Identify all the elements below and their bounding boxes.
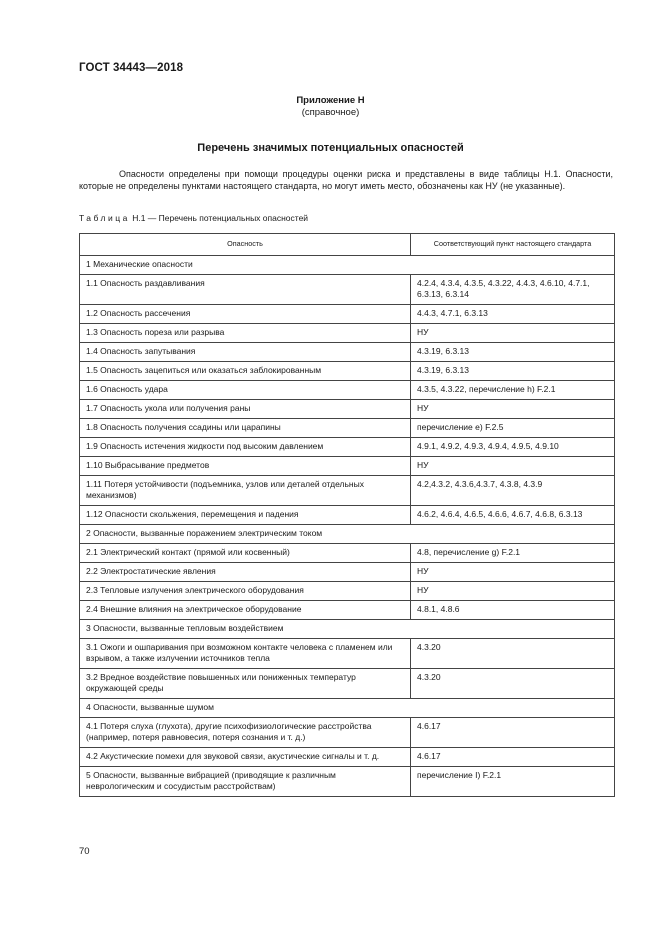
table-row — [80, 438, 615, 457]
clause-cell: 4.9.1, 4.9.2, 4.9.3, 4.9.4, 4.9.5, 4.9.10 — [411, 438, 615, 457]
table-row — [80, 343, 615, 362]
table-row — [80, 506, 615, 525]
table-row — [80, 457, 615, 476]
table-group-row — [80, 525, 615, 544]
hazard-cell: 2.4 Внешние влияния на электрическое оборудование — [80, 601, 411, 620]
table-row — [80, 476, 615, 506]
table-row — [80, 419, 615, 438]
clause-cell: 4.8, перечисление g) F.2.1 — [411, 544, 615, 563]
table-row — [80, 305, 615, 324]
clause-cell: 4.3.19, 6.3.13 — [411, 343, 615, 362]
table-row — [80, 362, 615, 381]
clause-cell: перечисление I) F.2.1 — [411, 767, 615, 797]
table-row — [80, 400, 615, 419]
hazard-cell: 2.1 Электрический контакт (прямой или косвенный) — [80, 544, 411, 563]
table-row — [80, 601, 615, 620]
table-row — [80, 563, 615, 582]
appendix-subtitle: (справочное) — [301, 107, 360, 118]
hazard-cell: 5 Опасности, вызванные вибрацией (приводящие к различным неврологическим и сосудистым расстройствам) — [80, 767, 411, 797]
clause-cell: НУ — [411, 582, 615, 601]
table-caption-prefix: Таблица — [79, 213, 130, 223]
table-row — [80, 324, 615, 343]
clause-cell: НУ — [411, 457, 615, 476]
clause-cell: 4.6.2, 4.6.4, 4.6.5, 4.6.6, 4.6.7, 4.6.8, 6.3.13 — [411, 506, 615, 525]
standard-designation: ГОСТ 34443—2018 — [79, 62, 184, 74]
clause-cell: 4.6.17 — [411, 748, 615, 767]
hazard-cell: 1.6 Опасность удара — [80, 381, 411, 400]
table-group-row — [80, 256, 615, 275]
table-row — [80, 669, 615, 699]
intro-paragraph: Опасности определены при помощи процедуры оценки риска и представлены в виде таблицы Н.1. Опасности, которые не определены пунктами настоящего стандарта, но могут иметь место, обозначены как НУ (не указанные). — [79, 169, 613, 192]
header-clause: Соответствующий пункт настоящего стандарта — [411, 234, 615, 256]
clause-cell: НУ — [411, 563, 615, 582]
clause-cell: 4.3.20 — [411, 669, 615, 699]
table-caption — [79, 213, 308, 223]
hazard-cell: 1.5 Опасность зацепиться или оказаться заблокированным — [80, 362, 411, 381]
clause-cell: 4.2.4, 4.3.4, 4.3.5, 4.3.22, 4.4.3, 4.6.10, 4.7.1, 6.3.13, 6.3.14 — [411, 275, 615, 305]
group-title: 4 Опасности, вызванные шумом — [80, 699, 615, 718]
table-caption-text: Н.1 — Перечень потенциальных опасностей — [129, 213, 309, 223]
section-heading: Перечень значимых потенциальных опасностей — [197, 142, 464, 154]
hazards-table — [79, 233, 615, 797]
group-title: 1 Механические опасности — [80, 256, 615, 275]
hazard-cell: 1.4 Опасность запутывания — [80, 343, 411, 362]
table-row — [80, 544, 615, 563]
clause-cell: 4.2,4.3.2, 4.3.6,4.3.7, 4.3.8, 4.3.9 — [411, 476, 615, 506]
table-row — [80, 718, 615, 748]
hazard-cell: 1.1 Опасность раздавливания — [80, 275, 411, 305]
table-row — [80, 748, 615, 767]
table-body — [80, 256, 615, 797]
hazard-cell: 3.2 Вредное воздействие повышенных или пониженных температур окружающей среды — [80, 669, 411, 699]
clause-cell: 4.3.5, 4.3.22, перечисление h) F.2.1 — [411, 381, 615, 400]
hazard-cell: 1.11 Потеря устойчивости (подъемника, узлов или деталей отдельных механизмов) — [80, 476, 411, 506]
page-number: 70 — [79, 846, 90, 857]
clause-cell: 4.6.17 — [411, 718, 615, 748]
table-row — [80, 767, 615, 797]
table-header-row — [80, 234, 615, 256]
hazard-cell: 2.2 Электростатические явления — [80, 563, 411, 582]
hazard-cell: 1.2 Опасность рассечения — [80, 305, 411, 324]
hazard-cell: 4.1 Потеря слуха (глухота), другие психофизиологические расстройства (например, потеря равновесия, потеря сознания и т. д.) — [80, 718, 411, 748]
appendix-title: Приложение Н — [296, 95, 365, 106]
clause-cell: 4.3.20 — [411, 639, 615, 669]
table-row — [80, 381, 615, 400]
header-hazard: Опасность — [80, 234, 411, 256]
hazard-cell: 1.7 Опасность укола или получения раны — [80, 400, 411, 419]
hazard-cell: 1.3 Опасность пореза или разрыва — [80, 324, 411, 343]
clause-cell: 4.8.1, 4.8.6 — [411, 601, 615, 620]
hazard-cell: 1.9 Опасность истечения жидкости под высоким давлением — [80, 438, 411, 457]
table-row — [80, 275, 615, 305]
table-row — [80, 639, 615, 669]
hazard-cell: 2.3 Тепловые излучения электрического оборудования — [80, 582, 411, 601]
group-title: 2 Опасности, вызванные поражением электрическим током — [80, 525, 615, 544]
hazard-cell: 1.10 Выбрасывание предметов — [80, 457, 411, 476]
table-group-row — [80, 620, 615, 639]
hazard-cell: 4.2 Акустические помехи для звуковой связи, акустические сигналы и т. д. — [80, 748, 411, 767]
hazard-cell: 3.1 Ожоги и ошпаривания при возможном контакте человека с пламенем или взрывом, а также излучении источников тепла — [80, 639, 411, 669]
group-title: 3 Опасности, вызванные тепловым воздействием — [80, 620, 615, 639]
clause-cell: НУ — [411, 400, 615, 419]
clause-cell: перечисление е) F.2.5 — [411, 419, 615, 438]
table-row — [80, 582, 615, 601]
clause-cell: 4.3.19, 6.3.13 — [411, 362, 615, 381]
clause-cell: НУ — [411, 324, 615, 343]
clause-cell: 4.4.3, 4.7.1, 6.3.13 — [411, 305, 615, 324]
table-group-row — [80, 699, 615, 718]
hazard-cell: 1.12 Опасности скольжения, перемещения и падения — [80, 506, 411, 525]
hazard-cell: 1.8 Опасность получения ссадины или царапины — [80, 419, 411, 438]
